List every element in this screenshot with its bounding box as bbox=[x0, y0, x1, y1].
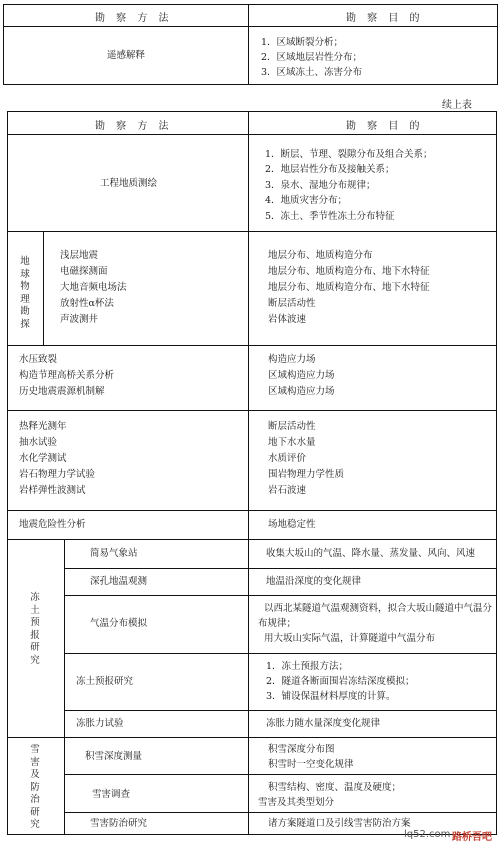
purpose-cell: 5．冻土、季节性冻土分布特征 bbox=[265, 211, 395, 222]
purpose-cell: 水质评价 bbox=[268, 453, 307, 464]
row-rule bbox=[64, 812, 497, 813]
method-cell: 岩样弹性波测试 bbox=[19, 485, 86, 496]
purpose-cell: 3．泉水、湿地分布规律； bbox=[265, 180, 376, 191]
purpose-cell: 地温沿深度的变化规律 bbox=[266, 576, 362, 587]
purpose-cell: 围岩物理力学性质 bbox=[268, 469, 345, 480]
method-cell: 雪害防治研究 bbox=[90, 818, 148, 829]
group-label-snow: 雪害及防治研究 bbox=[30, 744, 40, 830]
table1-header-method: 勘 察 方 法 bbox=[95, 13, 173, 24]
watermark-brand: 路桥吾吧 bbox=[452, 832, 492, 843]
row-rule bbox=[64, 595, 497, 596]
method-cell: 浅层地震 bbox=[60, 250, 99, 261]
row-rule bbox=[7, 737, 497, 738]
purpose-cell: 地层分布、地质构造分布、地下水特征 bbox=[268, 266, 430, 277]
table1-border-top bbox=[3, 4, 498, 5]
method-cell: 电磁探测面 bbox=[60, 266, 108, 277]
purpose-cell: 地层分布、地质构造分布、地下水特征 bbox=[268, 282, 430, 293]
purpose-cell: 1．断层、节理、裂隙分布及组合关系； bbox=[265, 149, 433, 160]
table2-border-left bbox=[7, 111, 8, 835]
method-cell: 岩石物理力学试验 bbox=[19, 469, 96, 480]
row-rule bbox=[7, 539, 497, 540]
table1-border-right bbox=[497, 4, 498, 85]
purpose-cell: 构造应力场 bbox=[268, 354, 316, 365]
watermark-site: lq52.com bbox=[404, 829, 451, 840]
method-cell: 声波测井 bbox=[60, 314, 99, 325]
purpose-cell: 收集大坂山的气温、降水量、蒸发量、风向、风速 bbox=[266, 548, 476, 559]
method-cell: 深孔地温观测 bbox=[90, 576, 148, 587]
row-rule bbox=[7, 345, 497, 346]
table1-purpose: 2．区域地层岩性分布； bbox=[261, 52, 363, 63]
method-cell: 水压致裂 bbox=[19, 354, 58, 365]
row-rule bbox=[7, 510, 497, 511]
purpose-cell: 2．地层岩性分布及接触关系； bbox=[265, 164, 395, 175]
purpose-cell: 地层分布、地质构造分布 bbox=[268, 250, 373, 261]
row-rule bbox=[64, 568, 497, 569]
method-cell: 积雪深度测量 bbox=[85, 751, 143, 762]
row-rule bbox=[7, 134, 497, 135]
row-rule bbox=[7, 231, 497, 232]
table2-header-purpose: 勘 察 目 的 bbox=[346, 121, 424, 132]
purpose-cell: 冻胀力随水量深度变化规律 bbox=[266, 718, 381, 729]
method-cell: 历史地震震源机制解 bbox=[19, 386, 105, 397]
table1-col-divider bbox=[248, 4, 249, 85]
table2-border-top bbox=[7, 111, 497, 112]
purpose-cell: 1．冻土预报方法； bbox=[266, 661, 349, 672]
method-cell: 热释光测年 bbox=[19, 421, 67, 432]
table2-header-method: 勘 察 方 法 bbox=[95, 121, 173, 132]
purpose-cell: 3．铺设保温材料厚度的计算。 bbox=[266, 691, 396, 702]
table1-purpose: 1．区域断裂分析； bbox=[261, 37, 344, 48]
row-rule bbox=[64, 710, 497, 711]
table1-purpose: 3．区域冻土、冻害分布 bbox=[261, 67, 363, 78]
purpose-cell: 区域构造应力场 bbox=[268, 370, 335, 381]
group-col-divider bbox=[64, 539, 65, 835]
method-cell: 冻土预报研究 bbox=[76, 676, 134, 687]
group-label-geophysics: 地球物理勘探 bbox=[20, 256, 30, 330]
purpose-cell: 以西北某隧道气温观测资料，拟合大坂山隧道中气温分 bbox=[264, 603, 493, 614]
table2-border-right bbox=[496, 111, 497, 835]
table2-col-divider bbox=[248, 111, 249, 835]
table1-header-rule bbox=[3, 26, 498, 27]
method-cell: 水化学测试 bbox=[19, 453, 67, 464]
method-cell: 大地音频电场法 bbox=[60, 282, 127, 293]
method-cell: 简易气象站 bbox=[90, 548, 138, 559]
purpose-cell: 断层活动性 bbox=[268, 298, 316, 309]
purpose-cell: 断层活动性 bbox=[268, 421, 316, 432]
purpose-cell: 积雪深度分布图 bbox=[268, 744, 335, 755]
row-rule bbox=[7, 410, 497, 411]
method-cell: 气温分布模拟 bbox=[90, 618, 148, 629]
method-cell: 冻胀力试验 bbox=[76, 718, 124, 729]
row-rule bbox=[64, 774, 497, 775]
method-cell: 放射性α杯法 bbox=[60, 298, 114, 309]
method-cell: 地震危险性分析 bbox=[19, 519, 86, 530]
purpose-cell: 雪害及其类型划分 bbox=[258, 797, 335, 808]
table1-method: 遥感解释 bbox=[107, 50, 146, 61]
purpose-cell: 用大坂山实际气温，计算隧道中气温分布 bbox=[264, 633, 436, 644]
table1-border-bottom bbox=[3, 84, 498, 85]
purpose-cell: 2．隧道各断面围岩冻结深度模拟； bbox=[266, 676, 415, 687]
purpose-cell: 区域构造应力场 bbox=[268, 386, 335, 397]
purpose-cell: 岩石波速 bbox=[268, 485, 307, 496]
table1-header-purpose: 勘 察 目 的 bbox=[346, 13, 424, 24]
method-cell: 构造节理高桥关系分析 bbox=[19, 370, 115, 381]
method-cell: 抽水试验 bbox=[19, 437, 58, 448]
purpose-cell: 诸方案隧道口及引线雪害防治方案 bbox=[268, 818, 411, 829]
purpose-cell: 积雪结构、密度、温度及硬度； bbox=[268, 782, 402, 793]
row-rule bbox=[64, 653, 497, 654]
group-label-frozen: 冻土预报研究 bbox=[30, 592, 40, 666]
purpose-cell: 积雪时一空变化规律 bbox=[268, 759, 354, 770]
purpose-cell: 4．地质灾害分布； bbox=[265, 195, 348, 206]
method-cell: 工程地质测绘 bbox=[100, 178, 158, 189]
group-col-divider bbox=[43, 231, 44, 346]
method-cell: 雪害调查 bbox=[92, 789, 131, 800]
continued-label: 续上表 bbox=[442, 100, 472, 111]
purpose-cell: 地下水水量 bbox=[268, 437, 316, 448]
purpose-cell: 场地稳定性 bbox=[268, 519, 316, 530]
table1-border-left bbox=[3, 4, 4, 85]
purpose-cell: 岩体波速 bbox=[268, 314, 307, 325]
purpose-cell: 布规律； bbox=[258, 618, 297, 629]
